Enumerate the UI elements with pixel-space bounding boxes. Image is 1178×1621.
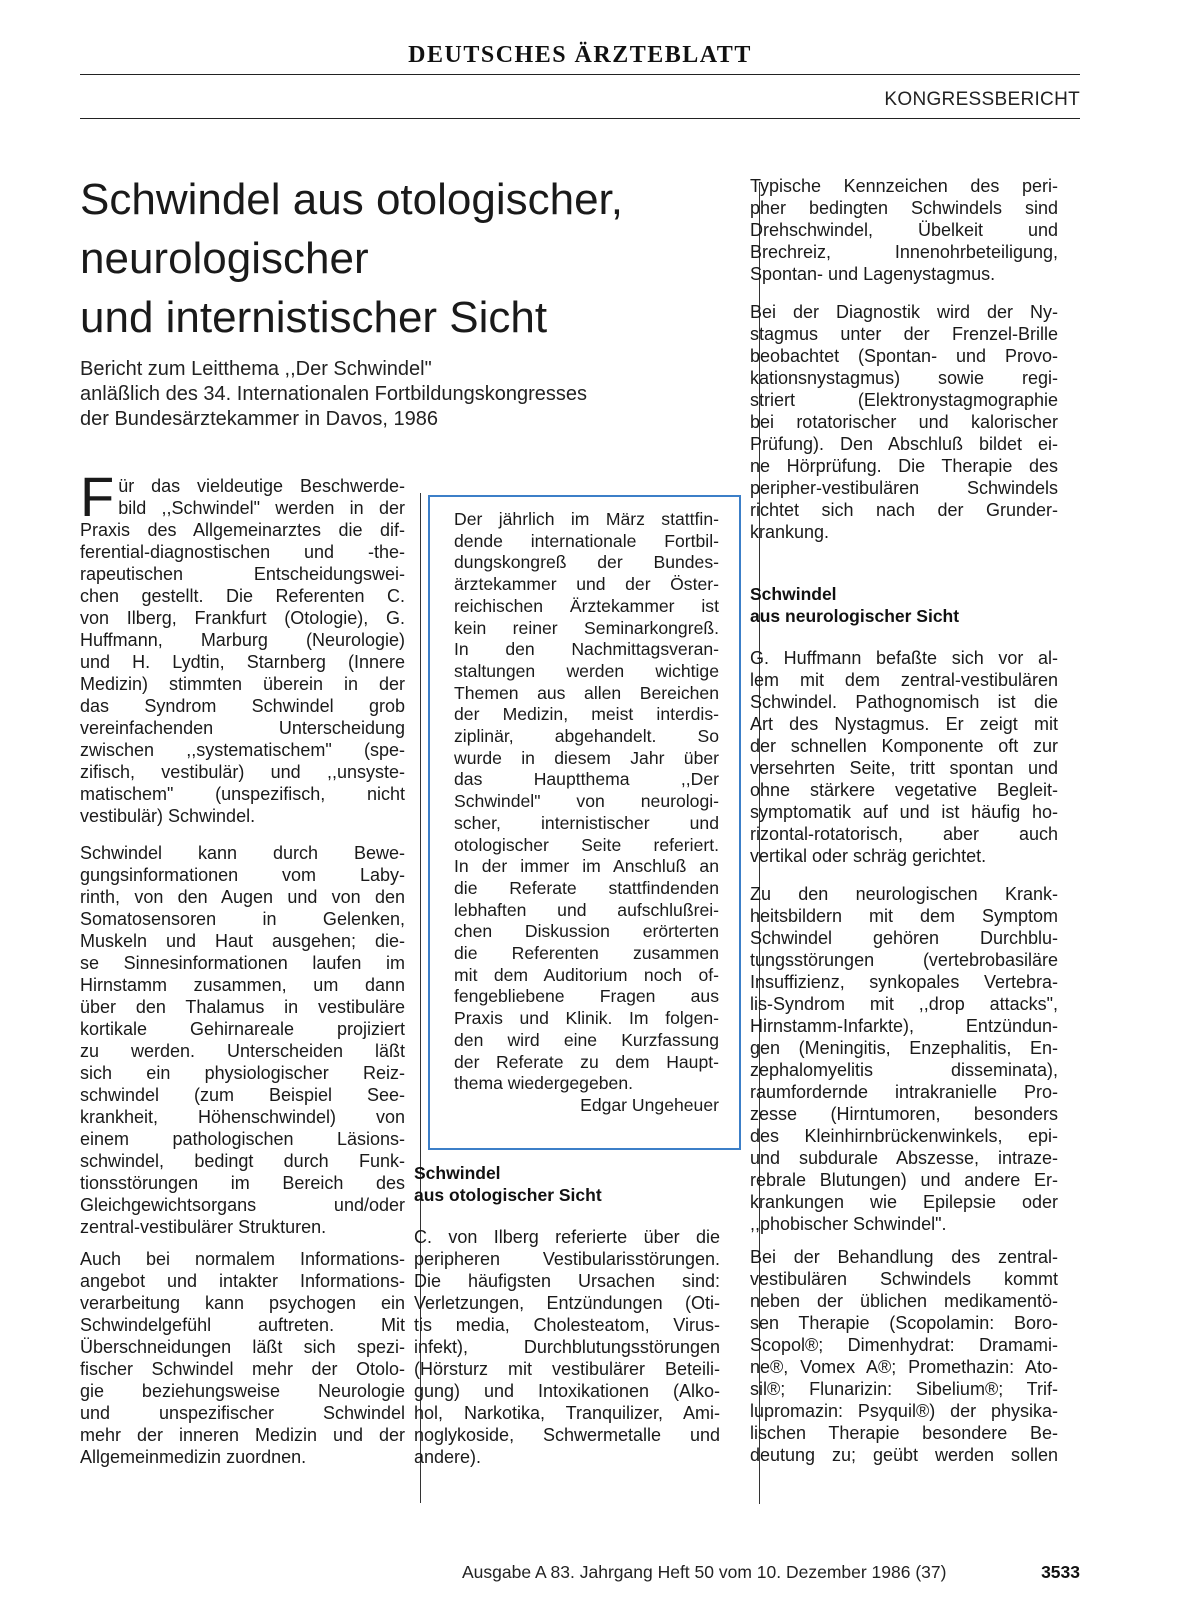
text-line: C. von Ilberg referierte über die [414, 1227, 720, 1247]
text-line: lem mit dem zentral-vestibulären [750, 670, 1058, 690]
text-line: ür das vieldeutige Beschwerde- [118, 476, 405, 496]
text-line: andere). [414, 1447, 482, 1467]
text-line: ärztekammer und der Öster- [454, 574, 719, 595]
body-paragraph [750, 301, 1058, 543]
text-line: Verletzungen, Entzündungen (Oti- [414, 1293, 720, 1313]
text-line: angebot und intakter Informations- [80, 1271, 405, 1291]
text-line: Prüfung). Den Abschluß bildet ei- [750, 434, 1058, 454]
text-line: Huffmann, Marburg (Neurologie) [80, 630, 405, 650]
text-line: Hirnstamm-Infarkte), Entzündun- [750, 1016, 1058, 1036]
text-line: ne Hörprüfung. Die Therapie des [750, 456, 1058, 476]
text-line: des Kleinhirnbrückenwinkels, epi- [750, 1126, 1058, 1146]
text-line: (Hörsturz mit vestibulärer Beteili- [414, 1359, 720, 1379]
text-line: dungskongreß der Bundes- [454, 552, 719, 573]
text-line: Insuffizienz, synkopales Vertebra- [750, 972, 1058, 992]
text-line: In den Nachmittagsveran- [454, 639, 719, 660]
heading-line: Schwindel [750, 584, 837, 604]
text-line: vestibulären Schwindels kommt [750, 1269, 1058, 1289]
text-line: Bei der Behandlung des zentral- [750, 1247, 1058, 1267]
text-line: peripher-vestibulären Schwindels [750, 478, 1058, 498]
body-paragraph [750, 1246, 1058, 1466]
text-line: se Sinnesinformationen laufen im [80, 953, 405, 973]
text-line: ,,phobischer Schwindel". [750, 1214, 947, 1234]
text-line: fischer Schwindel mehr der Otolo- [80, 1359, 405, 1379]
text-line: fengebliebene Fragen aus [454, 986, 719, 1007]
text-line: infekt), Durchblutungsstörungen [414, 1337, 720, 1357]
text-line: krankung. [750, 522, 830, 542]
subtitle-line: der Bundesärztekammer in Davos, 1986 [80, 408, 438, 430]
text-line: Themen aus allen Bereichen [454, 682, 719, 703]
text-line: Bei der Diagnostik wird der Ny- [750, 302, 1058, 322]
text-line: Schwindel kann durch Bewe- [80, 843, 405, 863]
section-heading-neurology [750, 583, 959, 627]
text-line: lischen Therapie besondere Be- [750, 1423, 1058, 1443]
text-line: rinth, von den Augen und von den [80, 887, 405, 907]
text-line: ohne stärkere vegetative Begleit- [750, 780, 1058, 800]
text-line: sen Therapie (Scopolamin: Boro- [750, 1313, 1058, 1333]
text-line: der Medizin, meist interdis- [454, 704, 719, 725]
text-line: neben der üblichen medikamentö- [750, 1291, 1058, 1311]
text-line: symptomatik auf und ist häufig ho- [750, 802, 1058, 822]
text-line: rizontal-rotatorisch, aber auch [750, 824, 1058, 844]
text-line: schwindel, bedingt durch Funk- [80, 1151, 405, 1171]
text-line: schwindel (zum Beispiel See- [80, 1085, 405, 1105]
body-paragraph [80, 1248, 405, 1468]
text-line: die Referenten zusammen [454, 943, 719, 964]
text-line: der schnellen Komponente oft zur [750, 736, 1058, 756]
body-paragraph [750, 175, 1058, 285]
text-line: sil®; Flunarizin: Sibelium®; Trif- [750, 1379, 1058, 1399]
text-line: lebhaften und aufschlußrei- [454, 899, 719, 920]
text-line: Zu den neurologischen Krank- [750, 884, 1058, 904]
text-line: zentral-vestibulärer Strukturen. [80, 1217, 327, 1237]
text-line: Schwindel gehören Durchblu- [750, 928, 1058, 948]
body-paragraph [750, 647, 1058, 867]
text-line: G. Huffmann befaßte sich vor al- [750, 648, 1058, 668]
text-line: über den Thalamus in vestibuläre [80, 997, 405, 1017]
text-line: der Referate zu dem Haupt- [454, 1051, 719, 1072]
heading-line: Schwindel [414, 1163, 501, 1183]
text-line: Der jährlich im März stattfin- [454, 509, 719, 529]
text-line: vereinfachenden Unterscheidung [80, 718, 405, 738]
text-line: chen Diskussion erörterten [454, 921, 719, 942]
text-line: stagmus unter der Frenzel-Brille [750, 324, 1058, 344]
text-line: und subdurale Abszesse, intraze- [750, 1148, 1058, 1168]
text-line: Schwindelgefühl auftreten. Mit [80, 1315, 405, 1335]
text-line: Typische Kennzeichen des peri- [750, 176, 1058, 196]
intro-paragraph [80, 465, 405, 827]
text-line: thema wiedergegeben. [454, 1073, 633, 1094]
editor-signature: Edgar Ungeheuer [580, 1094, 719, 1115]
section-rule [80, 118, 1080, 119]
text-line: kortikale Gehirnareale projiziert [80, 1019, 405, 1039]
text-line: verarbeitung kann psychogen ein [80, 1293, 405, 1313]
text-line: einem pathologischen Läsions- [80, 1129, 405, 1149]
text-line: ferential-diagnostischen und -the- [80, 542, 405, 562]
title-line: Schwindel aus otologischer, [80, 175, 623, 224]
text-line: noglykoside, Schwermetalle und [414, 1425, 720, 1445]
text-line: den wird eine Kurzfassung [454, 1029, 719, 1050]
text-line: das Syndrom Schwindel grob [80, 696, 405, 716]
text-line: zephalomyelitis disseminata), [750, 1060, 1058, 1080]
text-line: otologischer Seite referiert. [454, 834, 719, 855]
heading-line: aus neurologischer Sicht [750, 606, 960, 626]
text-line: Praxis des Allgemeinarztes die dif- [80, 520, 405, 540]
text-line: scher, internistischer und [454, 812, 719, 833]
text-line: dende internationale Fortbil- [454, 530, 719, 551]
text-line: zwischen ,,systematischem" (spe- [80, 740, 405, 760]
text-line: und H. Lydtin, Starnberg (Innere [80, 652, 405, 672]
text-line: und unspezifischer Schwindel [80, 1403, 405, 1423]
text-line: bild ,,Schwindel" werden in der [118, 498, 405, 518]
text-line: vertikal oder schräg gerichtet. [750, 846, 987, 866]
article-subtitle [80, 357, 740, 432]
text-line: Muskeln und Haut ausgehen; die- [80, 931, 405, 951]
text-line: bei rotatorischer und kalorischer [750, 412, 1058, 432]
text-line: Schwindel. Pathognomisch ist die [750, 692, 1058, 712]
text-line: reichischen Ärztekammer ist [454, 595, 719, 616]
page-number: 3533 [1041, 1562, 1080, 1582]
text-line: die Referate stattfindenden [454, 877, 719, 898]
text-line: krankungen wie Epilepsie oder [750, 1192, 1058, 1212]
text-line: Drehschwindel, Übelkeit und [750, 220, 1058, 240]
editorial-box [428, 495, 741, 1150]
text-line: tungsstörungen (vertebrobasiläre [750, 950, 1058, 970]
text-line: gie beziehungsweise Neurologie [80, 1381, 405, 1401]
article-title [80, 170, 740, 347]
text-line: hol, Narkotika, Tranquilizer, Ami- [414, 1403, 720, 1423]
text-line: ziplinär, abgehandelt. So [454, 726, 719, 747]
text-line: mehr der inneren Medizin und der [80, 1425, 405, 1445]
section-label: KONGRESSBERICHT [884, 89, 1080, 110]
subtitle-line: Bericht zum Leitthema ,,Der Schwindel" [80, 358, 432, 380]
text-line: ne®, Vomex A®; Promethazin: Ato- [750, 1357, 1058, 1377]
drop-cap: F [80, 465, 115, 528]
body-paragraph [414, 1226, 720, 1468]
text-line: das Hauptthema ,,Der [454, 769, 719, 790]
text-line: tis media, Cholesteatom, Virus- [414, 1315, 720, 1335]
text-line: zesse (Hirntumoren, besonders [750, 1104, 1058, 1124]
text-line: gen (Meningitis, Enzephalitis, En- [750, 1038, 1058, 1058]
title-line: neurologischer [80, 234, 369, 283]
text-line: lis-Syndrom mit ,,drop attacks", [750, 994, 1058, 1014]
text-line: Überschneidungen läßt sich spezi- [80, 1337, 405, 1357]
text-line: chen gestellt. Die Referenten C. [80, 586, 405, 606]
masthead-rule [80, 74, 1080, 75]
text-line: tionsstörungen im Bereich des [80, 1173, 405, 1193]
text-line: peripheren Vestibularisstörungen. [414, 1249, 720, 1269]
text-line: kein reiner Seminarkongreß. [454, 617, 719, 638]
text-line: Auch bei normalem Informations- [80, 1249, 405, 1269]
text-line: gung) und Intoxikationen (Alko- [414, 1381, 720, 1401]
text-line: Hirnstamm zusammen, um dann [80, 975, 405, 995]
masthead: DEUTSCHES ÄRZTEBLATT [408, 42, 752, 68]
text-line: heitsbildern mit dem Symptom [750, 906, 1058, 926]
text-line: zifisch, vestibulär) und ,,unsyste- [80, 762, 405, 782]
text-line: matischem" (unspezifisch, nicht [80, 784, 405, 804]
text-line: mit dem Auditorium noch of- [454, 964, 719, 985]
text-line: krankheit, Höhenschwindel) von [80, 1107, 405, 1127]
text-line: staltungen werden wichtige [454, 660, 719, 681]
heading-line: aus otologischer Sicht [414, 1185, 602, 1205]
body-paragraph [750, 883, 1058, 1235]
text-line: Allgemeinmedizin zuordnen. [80, 1447, 307, 1467]
body-paragraph [80, 842, 405, 1238]
text-line: versehrten Seite, tritt spontan und [750, 758, 1058, 778]
text-line: gungsinformationen vom Laby- [80, 865, 405, 885]
text-line: rebrale Blutungen) und andere Er- [750, 1170, 1058, 1190]
text-line: Spontan- und Lagenystagmus. [750, 264, 996, 284]
text-line: Praxis und Klinik. Im folgen- [454, 1008, 719, 1029]
text-line: zu werden. Unterscheiden läßt [80, 1041, 405, 1061]
text-line: deutung zu; geübt werden sollen [750, 1445, 1058, 1465]
text-line: pher bedingten Schwindels sind [750, 198, 1058, 218]
text-line: Brechreiz, Innenohrbeteiligung, [750, 242, 1058, 262]
text-line: beobachtet (Spontan- und Provo- [750, 346, 1058, 366]
section-heading-otology [414, 1162, 602, 1206]
text-line: sich ein physiologischer Reiz- [80, 1063, 405, 1083]
text-line: Schwindel" von neurologi- [454, 791, 719, 812]
text-line: Somatosensoren in Gelenken, [80, 909, 405, 929]
title-line: und internistischer Sicht [80, 293, 548, 342]
text-line: richtet sich nach der Grunder- [750, 500, 1058, 520]
text-line: lupromazin: Psyquil®) der physika- [750, 1401, 1058, 1421]
text-line: Gleichgewichtsorgans und/oder [80, 1195, 405, 1215]
text-line: kationsnystagmus) sowie regi- [750, 368, 1058, 388]
editorial-text [454, 509, 719, 1117]
text-line: In der immer im Anschluß an [454, 856, 719, 877]
text-line: rapeutischen Entscheidungswei- [80, 564, 405, 584]
text-line: von Ilberg, Frankfurt (Otologie), G. [80, 608, 405, 628]
text-line: Art des Nystagmus. Er zeigt mit [750, 714, 1058, 734]
subtitle-line: anläßlich des 34. Internationalen Fortbildungskongresses [80, 383, 587, 405]
text-line: wurde in diesem Jahr über [454, 747, 719, 768]
text-line: Scopol®; Dimenhydrat: Dramami- [750, 1335, 1058, 1355]
text-line: raumfordernde intrakranielle Pro- [750, 1082, 1058, 1102]
text-line: Medizin) stimmten überein in der [80, 674, 405, 694]
text-line: striert (Elektronystagmographie [750, 390, 1058, 410]
text-line: Die häufigsten Ursachen sind: [414, 1271, 720, 1291]
issue-info: Ausgabe A 83. Jahrgang Heft 50 vom 10. Dezember 1986 (37) [462, 1562, 947, 1582]
text-line: vestibulär) Schwindel. [80, 806, 256, 826]
